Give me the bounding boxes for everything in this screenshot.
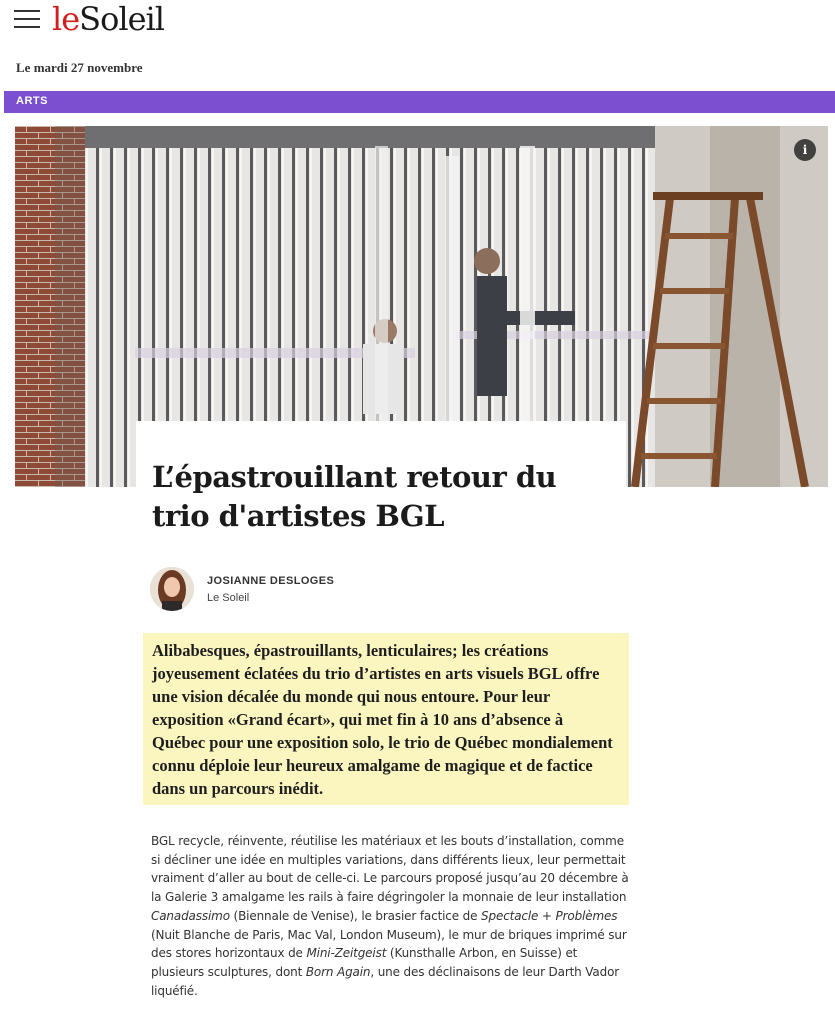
logo-le: le	[52, 0, 80, 38]
image-info-button[interactable]: i	[794, 139, 816, 161]
work-title-canadassimo: Canadassimo	[151, 908, 230, 923]
hamburger-menu-icon[interactable]	[14, 9, 40, 29]
work-title-spectacle: Spectacle + Problèmes	[481, 908, 618, 923]
body-text-4: (Kunsthalle Arbon, en Suisse) et plusieurs sculptures, dont	[151, 946, 578, 979]
author-organization: Le Soleil	[207, 592, 250, 604]
site-header	[0, 0, 835, 88]
body-paragraph	[151, 832, 629, 1000]
work-title-mini-zeitgeist: Mini-Zeitgeist	[306, 946, 387, 961]
section-label: ARTS	[16, 95, 48, 107]
lead-paragraph: Alibabesques, épastrouillants, lenticulaires; les créations joyeusement éclatées du trio d’artistes en arts visuels BGL offre une vision décalée du monde qui nous entoure. Pour leur exposition «Grand écart», qui met fin à 10 ans d’absence à Québec pour une exposition solo, le trio de Québec mondialement connu déploie leur heureux amalgame de magique et de factice dans un parcours inédit.	[152, 641, 613, 798]
article-title-line-1: L’épastrouillant retour du	[152, 460, 557, 494]
article-lead	[143, 633, 629, 805]
article-title-line-2: trio d'artistes BGL	[152, 499, 445, 533]
body-text-1: BGL recycle, réinvente, réutilise les matériaux et les bouts d’installation, comme si décliner une idée en multiples variations, dans différents lieux, leur permettait vraiment d’aller au bout de celle-ci. Le parcours proposé jusqu’au 20 décembre à la Galerie 3 amalgame les rails à faire dégringoler la monnaie de leur installation	[151, 834, 629, 905]
logo-soleil: Soleil	[79, 0, 164, 38]
current-date: Le mardi 27 novembre	[16, 60, 143, 75]
body-text-2: (Biennale de Venise), le brasier factice de	[229, 908, 482, 923]
work-title-born-again: Born Again	[305, 964, 371, 979]
article-title	[152, 458, 622, 536]
author-portrait	[150, 567, 194, 611]
author-avatar[interactable]	[150, 567, 194, 611]
author-name[interactable]: JOSIANNE DESLOGES	[207, 575, 335, 587]
section-bar[interactable]	[4, 91, 835, 113]
body-text-3: (Nuit Blanche de Paris, Mac Val, London Museum), le mur de briques imprimé sur des stores horizontaux de	[151, 927, 627, 961]
body-text-5: , une des déclinaisons de leur Darth Vador liquéfié.	[151, 964, 620, 998]
article-body	[151, 832, 629, 1000]
site-logo[interactable]	[52, 0, 164, 38]
